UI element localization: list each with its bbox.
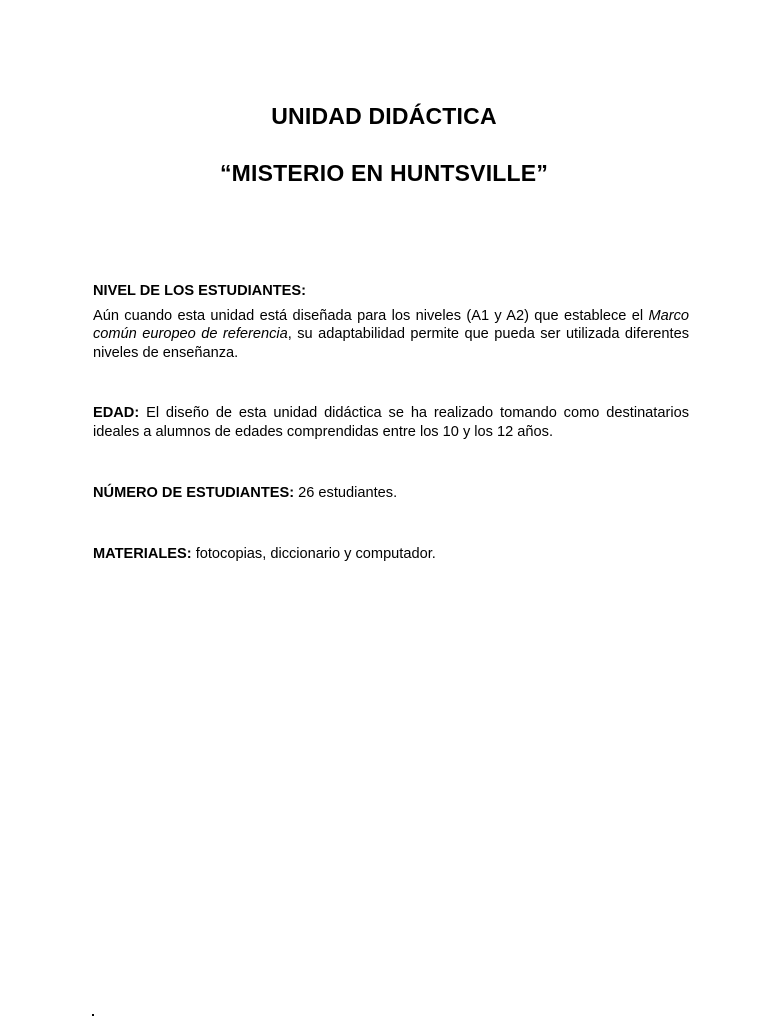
section-label-materiales: MATERIALES: bbox=[93, 546, 192, 562]
page-mark bbox=[92, 1014, 94, 1016]
nivel-text-end: , su adaptabilidad permite que pueda ser utilizada diferentes niveles de enseñanza. bbox=[93, 326, 690, 361]
materiales-text: fotocopias, diccionario y computador. bbox=[191, 546, 436, 562]
section-body-materiales bbox=[93, 545, 689, 564]
section-body-numero bbox=[93, 484, 689, 503]
section-body-edad bbox=[93, 404, 689, 441]
section-label-edad: EDAD: bbox=[93, 405, 140, 421]
section-numero-estudiantes bbox=[93, 484, 689, 503]
document-subtitle: “MISTERIO EN HUNTSVILLE” bbox=[219, 160, 549, 186]
section-materiales bbox=[93, 545, 689, 564]
section-body-nivel bbox=[93, 307, 689, 363]
section-nivel bbox=[93, 282, 689, 362]
document-title: UNIDAD DIDÁCTICA bbox=[271, 103, 497, 129]
section-heading-nivel: NIVEL DE LOS ESTUDIANTES: bbox=[93, 283, 306, 299]
section-edad bbox=[93, 404, 689, 441]
edad-text: El diseño de esta unidad didáctica se ha realizado tomando como destinatarios ideales a alumnos de edades comprendidas entre los 10 y los 12 años. bbox=[93, 405, 689, 440]
numero-text: 26 estudiantes. bbox=[294, 485, 398, 501]
section-label-numero: NÚMERO DE ESTUDIANTES: bbox=[93, 485, 295, 501]
nivel-text-start: Aún cuando esta unidad está diseñada para los niveles (A1 y A2) que establece el bbox=[93, 307, 649, 324]
nivel-text-italic: Marco común europeo de referencia bbox=[93, 307, 689, 342]
